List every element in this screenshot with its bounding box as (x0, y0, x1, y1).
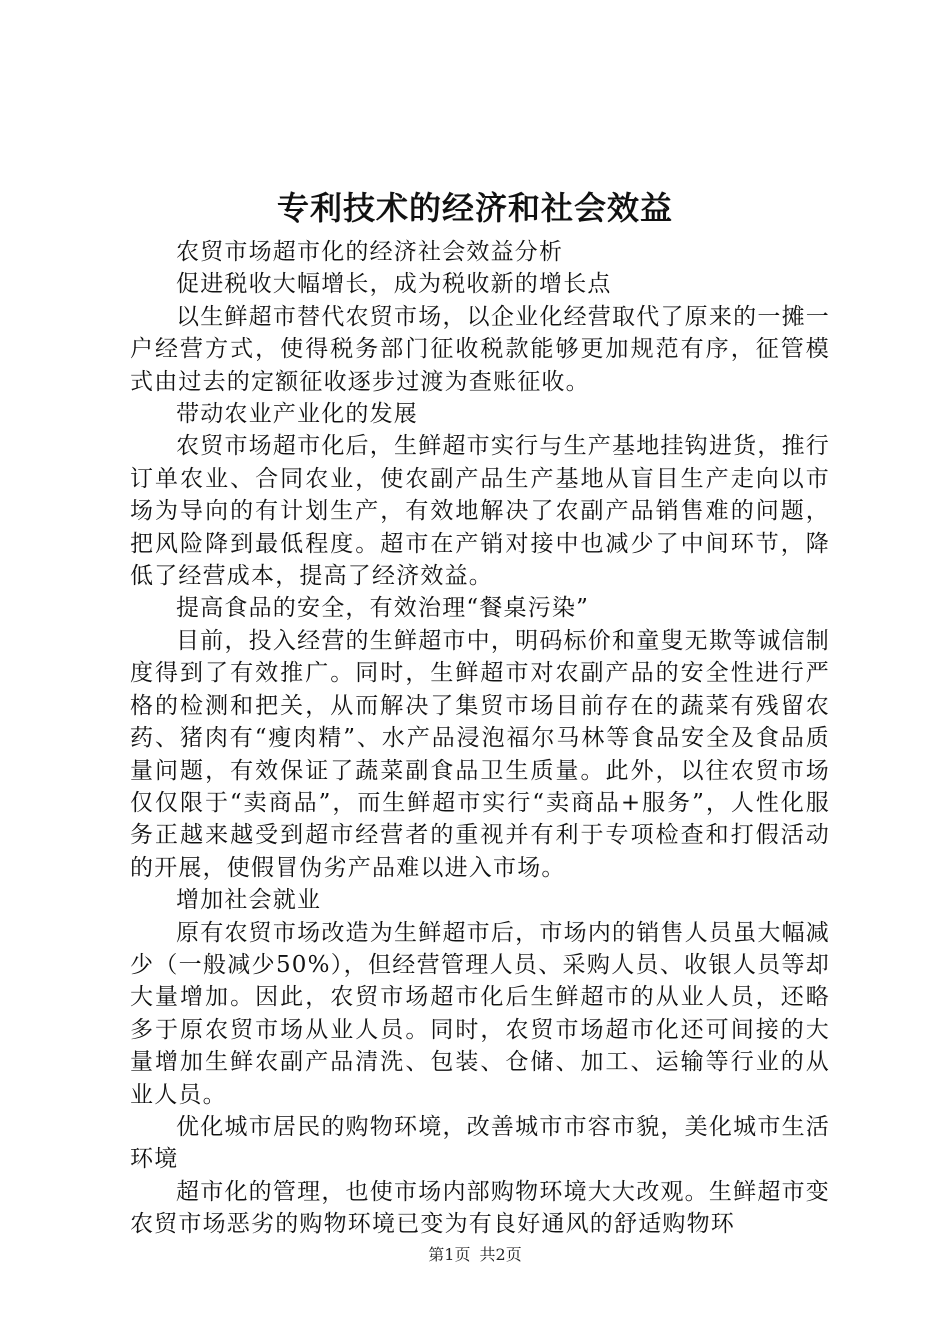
paragraph-2: 促进税收大幅增长，成为税收新的增长点 (176, 271, 612, 298)
paragraph-10: 优化城市居民的购物环境，改善城市市容市貌，美化城市生活环境 (130, 1113, 830, 1173)
paragraph-11: 超市化的管理，也使市场内部购物环境大大改观。生鲜超市变农贸市场恶劣的购物环境已变为有良好通风的舒适购物环 (130, 1178, 830, 1238)
paragraph-6: 提高食品的安全，有效治理“餐桌污染” (176, 595, 590, 622)
paragraph-3: 以生鲜超市替代农贸市场，以企业化经营取代了原来的一摊一户经营方式，使得税务部门征收税款能够更加规范有序，征管模式由过去的定额征收逐步过渡为查账征收。 (130, 303, 830, 395)
paragraph-9: 原有农贸市场改造为生鲜超市后，市场内的销售人员虽大幅减少（一般减少50%），但经营管理人员、采购人员、收银人员等却大量增加。因此，农贸市场超市化后生鲜超市的从业人员，还略多于原农贸市场从业人员。同时，农贸市场超市化还可间接的大量增加生鲜农副产品清洗、包装、仓储、加工、运输等行业的从业人员。 (130, 919, 830, 1108)
paragraph-1: 农贸市场超市化的经济社会效益分析 (176, 239, 564, 265)
document-body (130, 236, 830, 1241)
page-total: 共2页 (479, 1245, 522, 1264)
paragraph-7: 目前，投入经营的生鲜超市中，明码标价和童叟无欺等诚信制度得到了有效推广。同时，生鲜超市对农副产品的安全性进行严格的检测和把关，从而解决了集贸市场目前存在的蔬菜有残留农药、猪肉有“瘦肉精”、水产品浸泡福尔马林等食品安全及食品质量问题，有效保证了蔬菜副食品卫生质量。此外，以往农贸市场仅仅限于“卖商品”，而生鲜超市实行“卖商品+服务”，人性化服务正越来越受到超市经营者的重视并有利于专项检查和打假活动的开展，使假冒伪劣产品难以进入市场。 (130, 627, 830, 881)
page-number: 第1页 (428, 1245, 471, 1264)
paragraph-5: 农贸市场超市化后，生鲜超市实行与生产基地挂钩进货，推行订单农业、合同农业，使农副产品生产基地从盲目生产走向以市场为导向的有计划生产，有效地解决了农副产品销售难的问题，把风险降到最低程度。超市在产销对接中也减少了中间环节，降低了经营成本，提高了经济效益。 (130, 433, 830, 590)
document-title: 专利技术的经济和社会效益 (276, 189, 673, 227)
paragraph-4: 带动农业产业化的发展 (176, 401, 418, 428)
page-footer (0, 1244, 950, 1266)
paragraph-8: 增加社会就业 (176, 887, 322, 914)
